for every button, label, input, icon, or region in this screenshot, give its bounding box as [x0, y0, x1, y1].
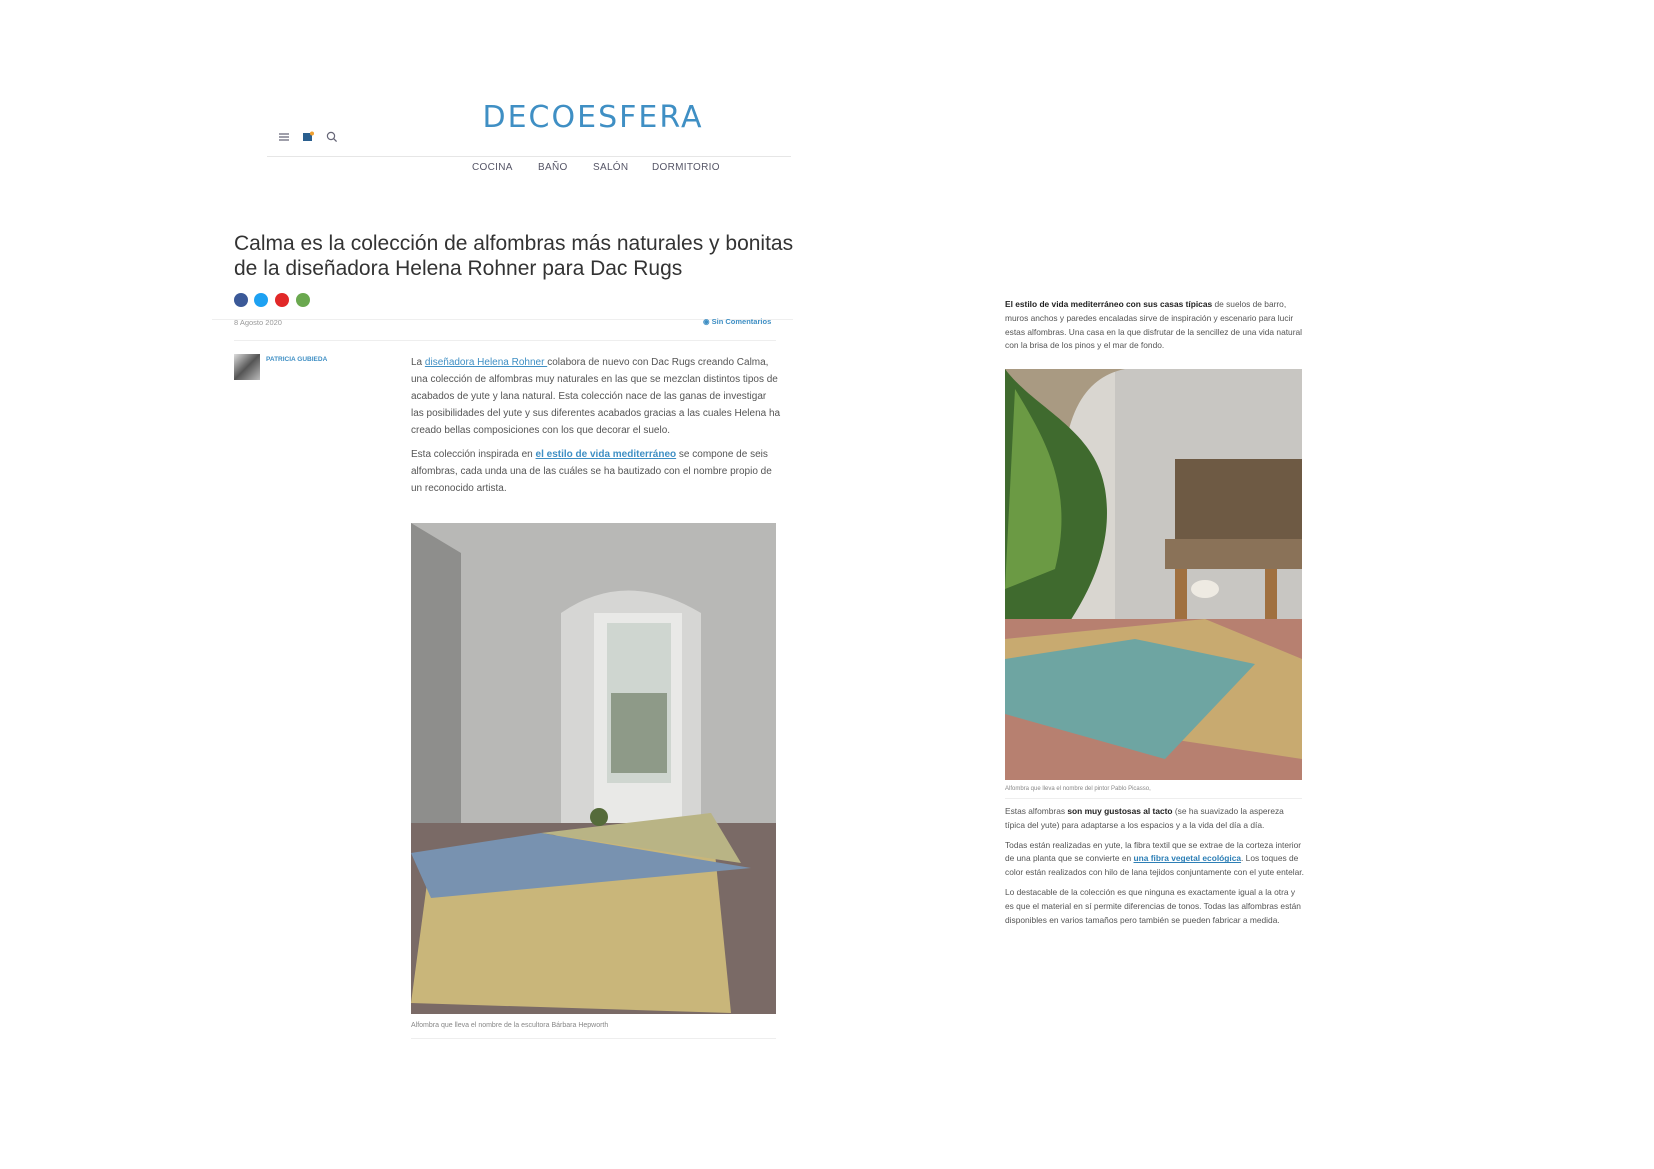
comments-link[interactable] — [703, 317, 771, 326]
image-caption-1: Alfombra que lleva el nombre de la escultora Bárbara Hepworth — [411, 1022, 609, 1029]
article-title: Calma es la colección de alfombras más naturales y bonitas de la diseñadora Helena Rohner para Dac Rugs — [234, 232, 794, 280]
article-date: 8 Agosto 2020 — [234, 318, 282, 327]
site-logo[interactable]: DECOESFERA — [482, 100, 704, 135]
right-paragraph-1: El estilo de vida mediterráneo con sus casas típicas de suelos de barro, muros anchos y paredes encaladas sirve de inspiración y escenario para lucir estas alfombras. Una casa en la que disfrutar de la sencillez de una vida natural con la brisa de los pinos y el mar de fondo. — [1005, 299, 1303, 351]
comments-label: Sin Comentarios — [711, 317, 772, 326]
paragraph-2: Esta colección inspirada en el estilo de vida mediterráneo se compone de seis alfombras, cada unda una de las cuáles se ha bautizado con el nombre propio de un reconocido artista. — [411, 449, 772, 494]
right-paragraph-4: Lo destacable de la colección es que ninguna es exactamente igual a la otra y es que el material en sí permite diferencias de tonos. Todas las alfombras están disponibles en varios tamaños pero también se pueden fabricar a medida. — [1005, 886, 1301, 925]
designer-link[interactable]: diseñadora Helena Rohner — [424, 357, 548, 368]
mediterranean-link[interactable]: el estilo de vida mediterráneo — [535, 449, 677, 460]
nav-dormitorio[interactable]: DORMITORIO — [652, 162, 720, 173]
rug-photo-hepworth — [411, 523, 776, 1014]
right-paragraph-3: Todas están realizadas en yute, la fibra textil que se extrae de la corteza interior de una planta que se convierte en una fibra vegetal ecológica. Los toques de color están realizados con hilo de lana tejidos conjuntamente con el yute entelar. — [1005, 839, 1304, 878]
author-avatar[interactable] — [234, 354, 260, 380]
right-body — [1005, 805, 1305, 933]
caption-divider-2 — [1005, 798, 1302, 799]
nav-cocina[interactable]: COCINA — [472, 162, 513, 173]
nav-bano[interactable]: BAÑO — [538, 162, 568, 173]
article-body — [411, 354, 781, 504]
eco-fiber-link[interactable]: una fibra vegetal ecológica — [1133, 853, 1242, 864]
right-intro — [1005, 298, 1305, 359]
comment-icon: ◉ — [703, 317, 712, 326]
caption-divider-1 — [411, 1038, 776, 1039]
right-paragraph-2: Estas alfombras son muy gustosas al tacto (se ha suavizado la aspereza típica del yute) para adaptarse a los espacios y a la vida del día a día. — [1005, 806, 1284, 830]
search-icon[interactable] — [325, 130, 339, 144]
rug-photo-picasso — [1005, 369, 1302, 780]
nav-salon[interactable]: SALÓN — [593, 162, 629, 173]
menu-icon[interactable] — [277, 130, 291, 144]
facebook-icon[interactable] — [234, 293, 248, 307]
whatsapp-icon[interactable] — [296, 293, 310, 307]
image-caption-2: Alfombra que lleva el nombre del pintor Pablo Picasso, — [1005, 786, 1151, 792]
paragraph-1: La diseñadora Helena Rohner colabora de nuevo con Dac Rugs creando Calma, una colección de alfombras muy naturales en las que se mezclan distintos tipos de acabados de yute y lana natural. Esta colección nace de las ganas de investigar las posibilidades del yute y sus diferentes acabados gracias a las cuales Helena ha creado bellas composiciones con los que decorar el suelo. — [411, 357, 781, 436]
meta-divider-bottom — [234, 340, 776, 341]
header-divider — [267, 156, 791, 157]
author-name[interactable]: PATRICIA GUBIEDA — [266, 356, 328, 363]
flipboard-icon[interactable] — [275, 293, 289, 307]
twitter-icon[interactable] — [254, 293, 268, 307]
bookmark-icon[interactable] — [301, 130, 315, 144]
